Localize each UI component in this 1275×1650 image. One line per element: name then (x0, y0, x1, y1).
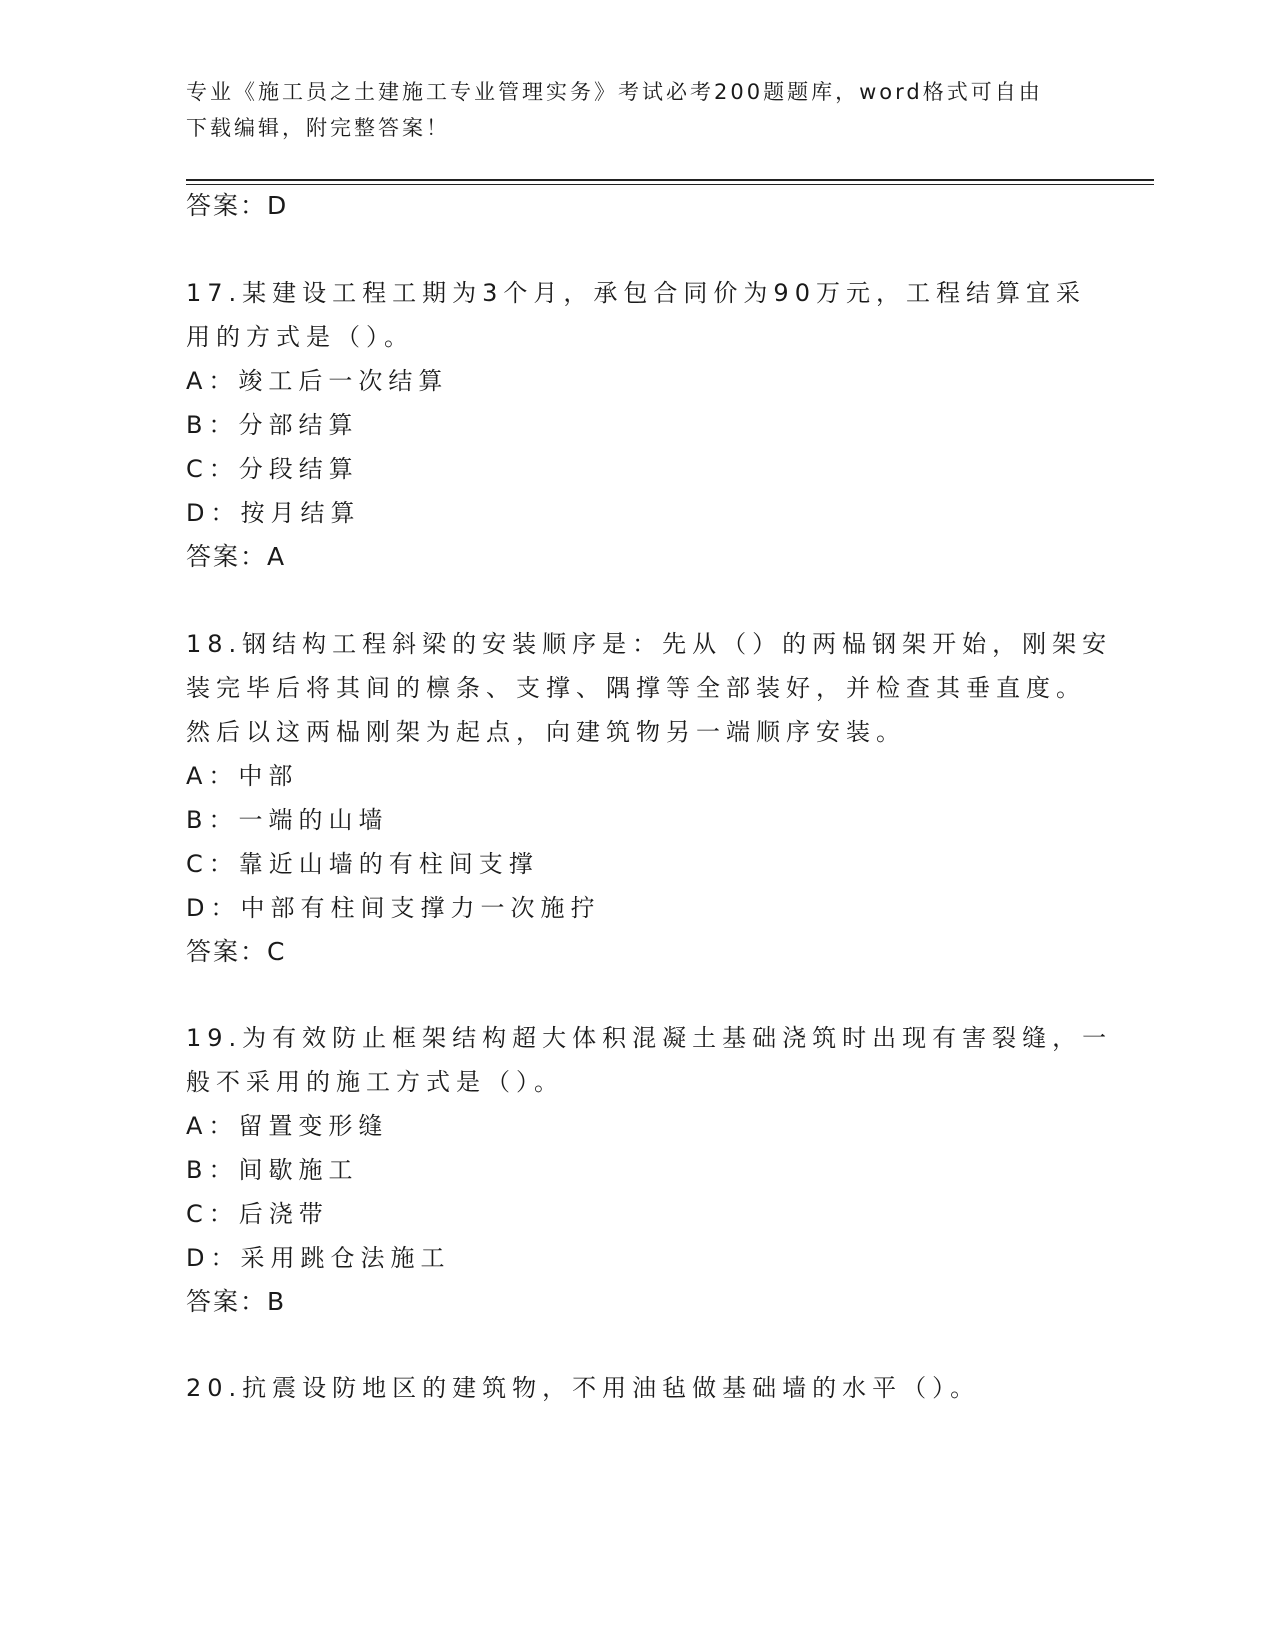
question-18-option-b: B：一端的山墙 (186, 806, 389, 834)
question-18-option-c: C：靠近山墙的有柱间支撑 (186, 850, 539, 878)
question-18-line-3: 然后以这两榀刚架为起点，向建筑物另一端顺序安装。 (186, 718, 906, 746)
answer-19: 答案：B (186, 1287, 287, 1316)
document-header (186, 74, 1066, 146)
question-17-line-1: 17.某建设工程工期为3个月，承包合同价为90万元，工程结算宜采 (186, 279, 1086, 307)
question-17-option-d: D：按月结算 (186, 499, 361, 527)
question-20-line-1: 20.抗震设防地区的建筑物，不用油毡做基础墙的水平（）。 (186, 1374, 981, 1402)
question-17-option-b: B：分部结算 (186, 411, 359, 439)
header-divider-thin (186, 184, 1154, 185)
question-19-line-2: 般不采用的施工方式是（）。 (186, 1068, 564, 1096)
answer-18: 答案：C (186, 937, 287, 966)
question-19-option-b: B：间歇施工 (186, 1156, 359, 1184)
question-17-line-2: 用的方式是（）。 (186, 323, 414, 351)
answer-16: 答案：D (186, 191, 289, 220)
header-divider (186, 179, 1154, 181)
question-18-option-a: A：中部 (186, 762, 299, 790)
question-19-option-c: C：后浇带 (186, 1200, 329, 1228)
question-19-option-d: D：采用跳仓法施工 (186, 1244, 451, 1272)
header-line-2: 下载编辑，附完整答案！ (186, 116, 450, 140)
answer-17: 答案：A (186, 542, 287, 571)
question-18-option-d: D：中部有柱间支撑力一次施拧 (186, 894, 601, 922)
header-line-1: 专业《施工员之土建施工专业管理实务》考试必考200题题库，word格式可自由 (186, 80, 1043, 104)
question-17-option-a: A：竣工后一次结算 (186, 367, 449, 395)
question-17-option-c: C：分段结算 (186, 455, 359, 483)
question-18-line-1: 18.钢结构工程斜梁的安装顺序是：先从（）的两榀钢架开始，刚架安 (186, 630, 1113, 658)
question-19-option-a: A：留置变形缝 (186, 1112, 389, 1140)
question-19-line-1: 19.为有效防止框架结构超大体积混凝土基础浇筑时出现有害裂缝，一 (186, 1024, 1113, 1052)
question-18-line-2: 装完毕后将其间的檩条、支撑、隅撑等全部装好，并检查其垂直度。 (186, 674, 1086, 702)
